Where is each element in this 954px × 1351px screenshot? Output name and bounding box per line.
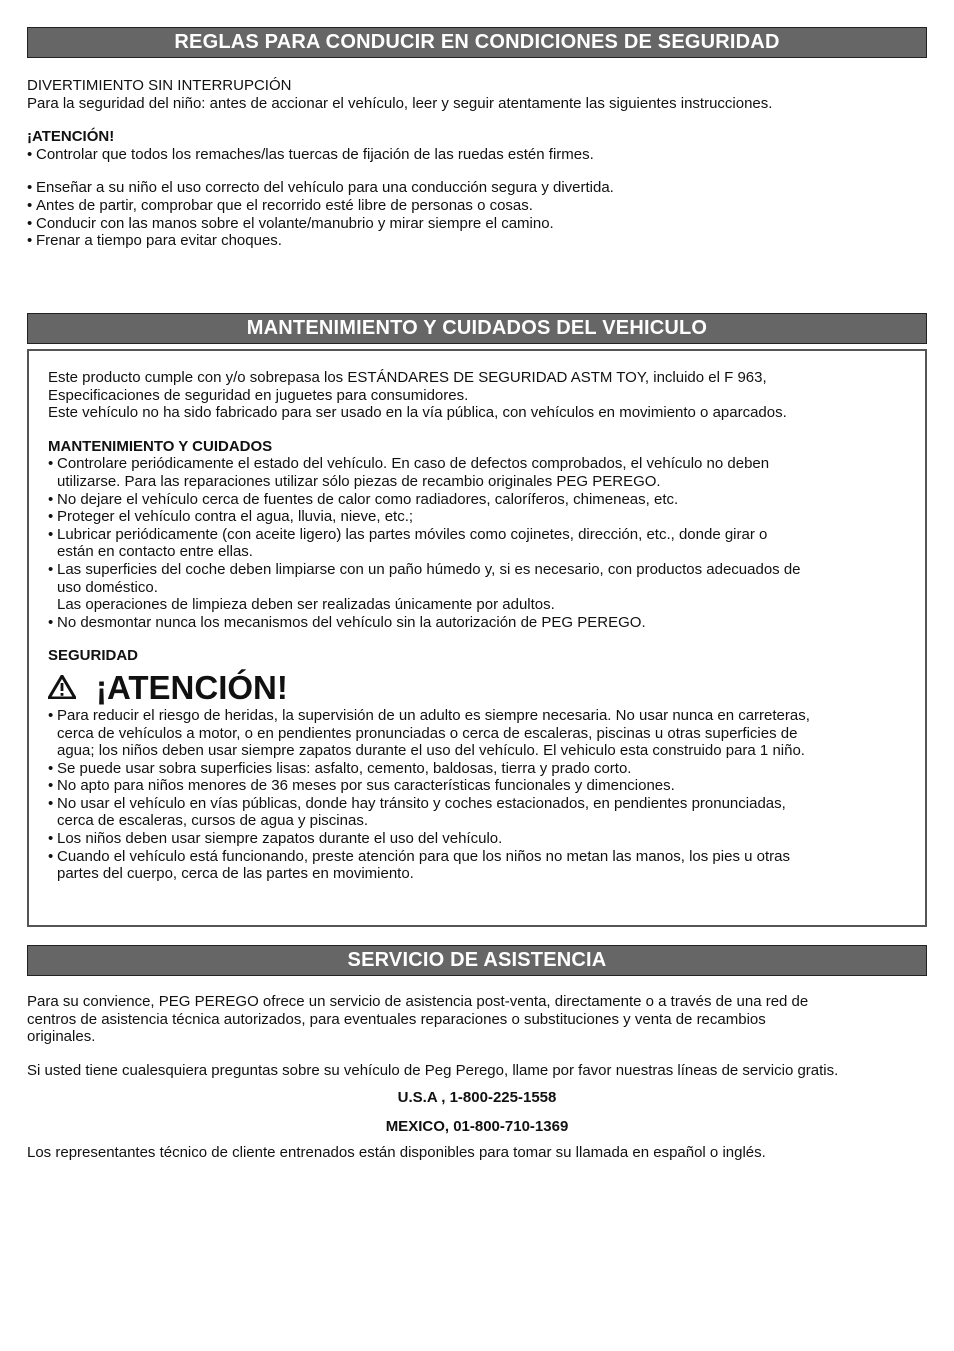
list-item: • Antes de partir, comprobar que el recorrido esté libre de personas o cosas.: [27, 196, 533, 214]
representatives-text: Los representantes técnico de cliente entrenados están disponibles para tomar su llamada en español o inglés.: [27, 1143, 766, 1161]
big-attention-heading: ¡ATENCIÓN!: [48, 669, 908, 707]
section-header-safety-rules: REGLAS PARA CONDUCIR EN CONDICIONES DE SEGURIDAD: [27, 27, 927, 58]
attention-label: ¡ATENCIÓN!: [27, 128, 115, 146]
list-item: • Los niños deben usar siempre zapatos durante el uso del vehículo.: [48, 830, 503, 848]
safety-title: SEGURIDAD: [48, 647, 139, 665]
service-text: centros de asistencia técnica autorizados, para eventuales reparaciones o substituciones y venta de recambios: [27, 1010, 766, 1028]
intro-title: DIVERTIMIENTO SIN INTERRUPCIÓN: [27, 77, 292, 94]
list-item: • Conducir con las manos sobre el volante/manubrio y mirar siempre el camino.: [27, 214, 554, 232]
intro-text: Para la seguridad del niño: antes de accionar el vehículo, leer y seguir atentamente las siguientes instrucciones.: [27, 94, 773, 112]
hotline-text: Si usted tiene cualesquiera preguntas sobre su vehículo de Peg Perego, llame por favor nuestras líneas de servicio gratis.: [27, 1061, 839, 1079]
list-item: • Controlare periódicamente el estado del vehículo. En caso de defectos comprobados, el vehículo no deben utilizarse. Para las reparaciones utilizar sólo piezas de recambio originales PEG PEREGO.: [48, 455, 770, 490]
section-header-service: SERVICIO DE ASISTENCIA: [27, 945, 927, 976]
list-item: • No apto para niños menores de 36 meses por sus características funcionales y dimenciones.: [48, 777, 675, 795]
list-item: • No dejare el vehículo cerca de fuentes de calor como radiadores, caloríferos, chimeneas, etc.: [48, 490, 679, 508]
standards-text: Especificaciones de seguridad en juguetes para consumidores.: [48, 386, 469, 404]
service-body: [27, 993, 927, 1161]
section-header-maintenance: MANTENIMIENTO Y CUIDADOS DEL VEHICULO: [27, 313, 927, 344]
phone-usa: U.S.A , 1-800-225-1558: [397, 1089, 557, 1107]
list-item: • Lubricar periódicamente (con aceite ligero) las partes móviles como cojinetes, dirección, etc., donde girar o están en contacto entre ellas.: [48, 525, 768, 561]
list-item: • Proteger el vehículo contra el agua, lluvia, nieve, etc.;: [48, 508, 414, 526]
phone-mexico: MEXICO, 01-800-710-1369: [385, 1117, 569, 1135]
maintenance-title: MANTENIMIENTO Y CUIDADOS: [48, 437, 273, 455]
service-text: originales.: [27, 1028, 96, 1046]
list-item: • Enseñar a su niño el uso correcto del vehículo para una conducción segura y divertida.: [27, 179, 614, 197]
list-item: • No usar el vehículo en vías públicas, donde hay tránsito y coches estacionados, en pendientes pronunciadas, cerca de escaleras, cursos de agua y piscinas.: [48, 794, 786, 830]
maintenance-box: [27, 349, 927, 927]
list-item: • Cuando el vehículo está funcionando, preste atención para que los niños no metan las manos, los pies u otras partes del cuerpo, cerca de las partes en movimiento.: [48, 847, 790, 883]
standards-text: Este producto cumple con y/o sobrepasa los ESTÁNDARES DE SEGURIDAD ASTM TOY, incluido el F 963,: [48, 369, 767, 386]
list-item: • Las superficies del coche deben limpiarse con un paño húmedo y, si es necesario, con productos adecuados de uso doméstico. Las operaciones de limpieza deben ser realizadas únicamente por adultos.: [48, 560, 801, 614]
service-text: Para su convience, PEG PEREGO ofrece un servicio de asistencia post-venta, directamente o a través de una red de: [27, 993, 809, 1010]
list-item: • Para reducir el riesgo de heridas, la supervisión de un adulto es siempre necesaria. No usar nunca en carreteras, cerca de vehículos a motor, o en pendientes pronunciadas o cerca de escaleras, piscinas u otras superficies de agua; los niños deben usar siempre zapatos durante el uso del vehículo. El vehiculo esta construido para 1 niño.: [48, 706, 810, 760]
safety-rules-body: [27, 77, 927, 250]
attention-item: • Controlar que todos los remaches/las tuercas de fijación de las ruedas estén firmes.: [27, 145, 594, 163]
public-road-text: Este vehículo no ha sido fabricado para ser usado en la vía pública, con vehículos en movimiento o aparcados.: [48, 404, 787, 422]
list-item: • Frenar a tiempo para evitar choques.: [27, 232, 282, 250]
list-item: • Se puede usar sobra superficies lisas: asfalto, cemento, baldosas, tierra y prado corto.: [48, 759, 632, 777]
list-item: • No desmontar nunca los mecanismos del vehículo sin la autorización de PEG PEREGO.: [48, 613, 646, 631]
warning-triangle-icon: [48, 669, 76, 707]
